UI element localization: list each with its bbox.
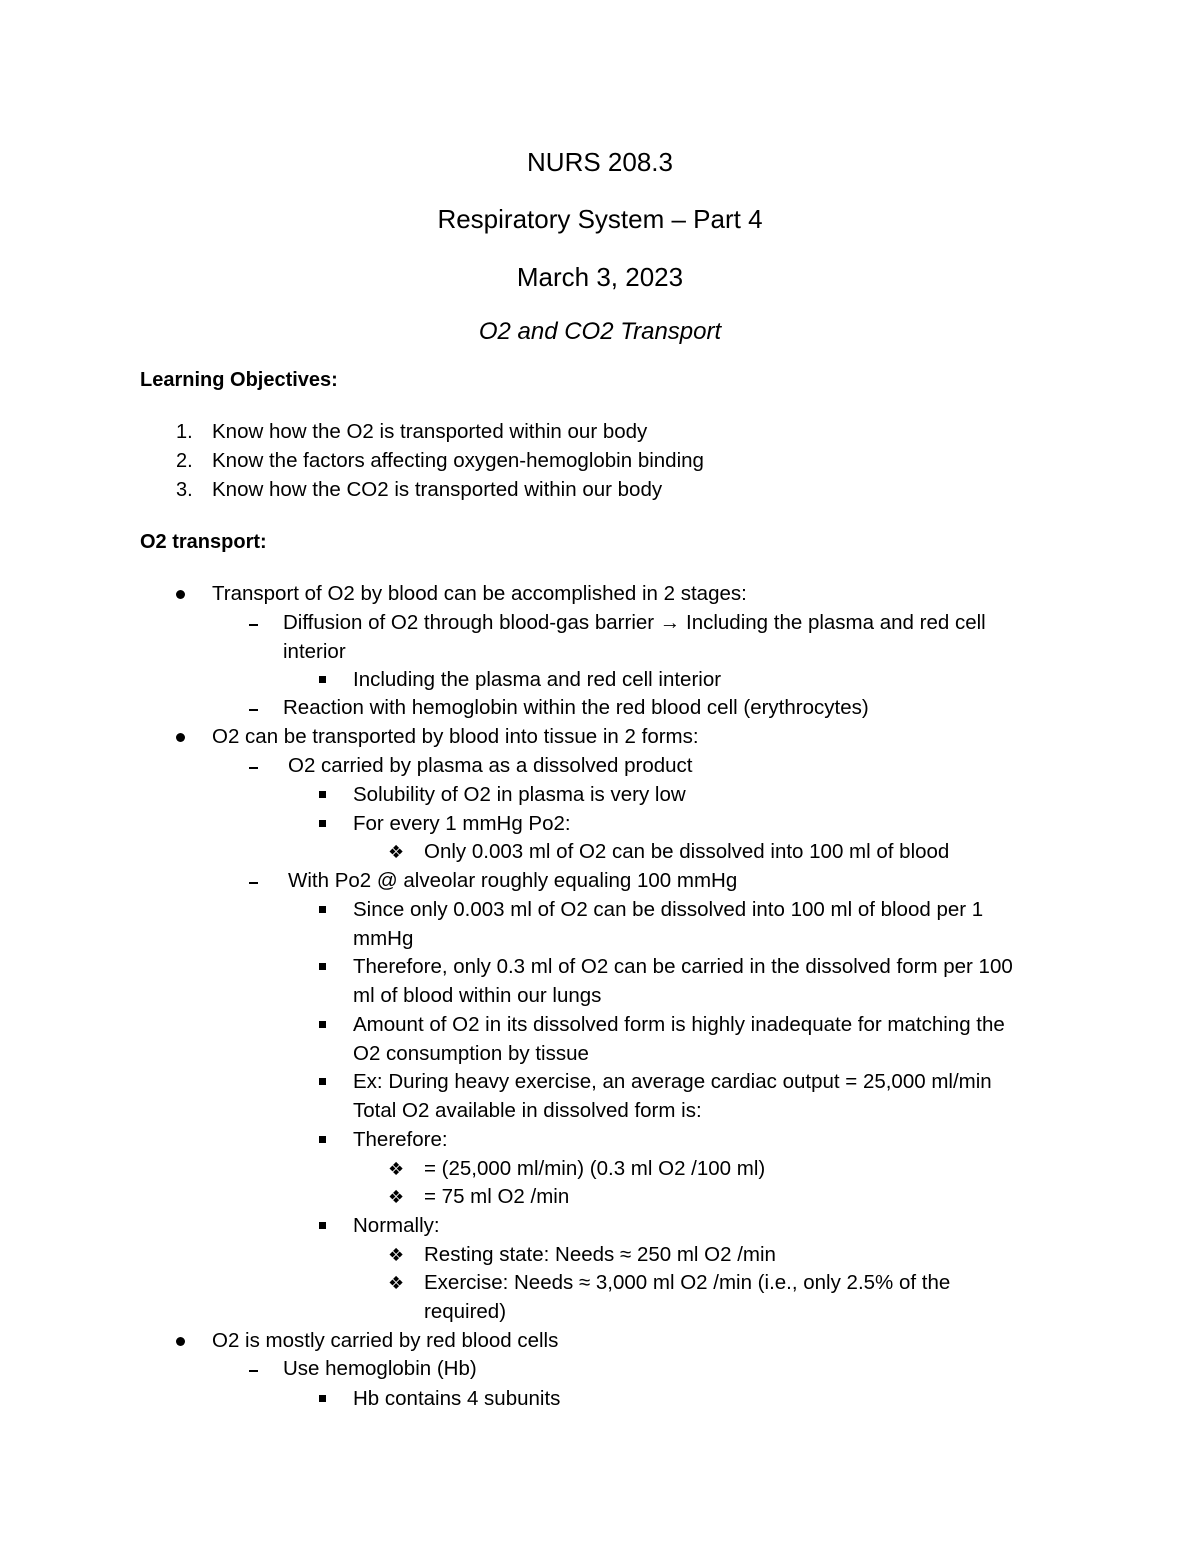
list-item: With Po2 @ alveolar roughly equaling 100 mmHg: [288, 869, 738, 892]
objective-number: 1.: [176, 421, 193, 443]
objective-item: Know how the CO2 is transported within our body: [212, 478, 663, 501]
dash-icon: [249, 1370, 258, 1372]
o2-transport-heading: O2 transport:: [140, 531, 267, 553]
dash-icon: [249, 882, 258, 884]
list-item: For every 1 mmHg Po2:: [353, 812, 571, 835]
list-item: Use hemoglobin (Hb): [283, 1357, 477, 1380]
square-bullet-icon: [319, 1136, 326, 1143]
bullet-icon: [176, 590, 185, 599]
diamond-bullet-icon: ❖: [388, 1159, 405, 1179]
list-item: Since only 0.003 ml of O2 can be dissolved into 100 ml of blood per 1: [353, 898, 984, 921]
lecture-title: Respiratory System – Part 4: [437, 204, 763, 234]
list-item: Resting state: Needs ≈ 250 ml O2 /min: [424, 1243, 776, 1266]
list-item: Normally:: [353, 1214, 440, 1237]
square-bullet-icon: [319, 1021, 326, 1028]
square-bullet-icon: [319, 1078, 326, 1085]
objective-item: Know how the O2 is transported within our body: [212, 420, 648, 443]
dash-icon: [249, 624, 258, 626]
lecture-date: March 3, 2023: [516, 262, 684, 292]
list-item: Only 0.003 ml of O2 can be dissolved into 100 ml of blood: [424, 840, 950, 863]
list-item: Diffusion of O2 through blood-gas barrier → Including the plasma and red cell: [283, 611, 986, 634]
square-bullet-icon: [319, 963, 326, 970]
list-item: Reaction with hemoglobin within the red blood cell (erythrocytes): [283, 696, 869, 719]
dash-icon: [249, 767, 258, 769]
list-item: Therefore:: [353, 1128, 448, 1151]
list-item: Including the plasma and red cell interior: [353, 668, 722, 691]
diamond-bullet-icon: ❖: [388, 1273, 405, 1293]
list-item: Transport of O2 by blood can be accomplished in 2 stages:: [212, 582, 747, 605]
list-item: Amount of O2 in its dissolved form is highly inadequate for matching the: [353, 1013, 1005, 1036]
list-item-continuation: interior: [283, 640, 346, 663]
list-item: O2 carried by plasma as a dissolved product: [288, 754, 693, 777]
bullet-icon: [176, 1337, 185, 1346]
square-bullet-icon: [319, 1395, 326, 1402]
list-item: O2 is mostly carried by red blood cells: [212, 1329, 559, 1352]
objective-number: 2.: [176, 450, 193, 472]
list-item: Hb contains 4 subunits: [353, 1387, 561, 1410]
bullet-icon: [176, 733, 185, 742]
list-item: = (25,000 ml/min) (0.3 ml O2 /100 ml): [424, 1157, 766, 1180]
diamond-bullet-icon: ❖: [388, 842, 405, 862]
topic-title: O2 and CO2 Transport: [478, 318, 722, 345]
list-item-continuation: mmHg: [353, 927, 414, 950]
list-item: Therefore, only 0.3 ml of O2 can be carried in the dissolved form per 100: [353, 955, 1013, 978]
list-item: = 75 ml O2 /min: [424, 1185, 570, 1208]
diamond-bullet-icon: ❖: [388, 1245, 405, 1265]
list-item-continuation: O2 consumption by tissue: [353, 1042, 589, 1065]
list-item: Solubility of O2 in plasma is very low: [353, 783, 686, 806]
list-item: Ex: During heavy exercise, an average cardiac output = 25,000 ml/min: [353, 1070, 992, 1093]
square-bullet-icon: [319, 676, 326, 683]
square-bullet-icon: [319, 1222, 326, 1229]
course-code: NURS 208.3: [527, 147, 673, 177]
list-item-continuation: Total O2 available in dissolved form is:: [353, 1099, 702, 1122]
list-item: Exercise: Needs ≈ 3,000 ml O2 /min (i.e., only 2.5% of the: [424, 1271, 951, 1294]
diamond-bullet-icon: ❖: [388, 1187, 405, 1207]
objective-number: 3.: [176, 479, 193, 501]
objective-item: Know the factors affecting oxygen-hemoglobin binding: [212, 449, 704, 472]
square-bullet-icon: [319, 791, 326, 798]
dash-icon: [249, 709, 258, 711]
square-bullet-icon: [319, 820, 326, 827]
objectives-heading: Learning Objectives:: [140, 369, 338, 391]
list-item-continuation: ml of blood within our lungs: [353, 984, 602, 1007]
square-bullet-icon: [319, 906, 326, 913]
list-item: O2 can be transported by blood into tissue in 2 forms:: [212, 725, 699, 748]
list-item-continuation: required): [424, 1300, 507, 1323]
